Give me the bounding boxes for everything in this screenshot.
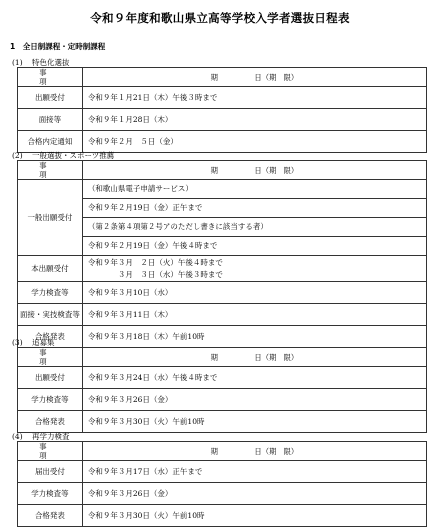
row-date: 令和９年２月19日（金）正午まで <box>82 199 426 218</box>
schedule-table-tokushoku <box>17 67 427 153</box>
row-item: 面接等 <box>18 109 83 131</box>
row-item: 面接・実技検査等 <box>18 304 83 326</box>
schedule-table-ippan <box>17 160 427 348</box>
main-heading: 1 全日制課程・定時制課程 <box>10 42 106 51</box>
column-header-item: 事 項 <box>18 348 83 367</box>
row-date: 令和９年３月30日（火）午前10時 <box>82 411 426 433</box>
section-title: 一般選抜・スポーツ推薦 <box>32 151 115 160</box>
row-item: 合格内定通知 <box>18 131 83 153</box>
table-row <box>18 180 427 199</box>
row-item: 出願受付 <box>18 367 83 389</box>
row-date: 令和９年３月 ２日（火）午後４時まで ３月 ３日（水）午後３時まで <box>82 256 426 282</box>
row-date: 令和９年３月26日（金） <box>82 483 426 505</box>
table-row <box>18 389 427 411</box>
table-row <box>18 326 427 348</box>
row-item: 合格発表 <box>18 505 83 527</box>
table-row <box>18 304 427 326</box>
schedule-table-tsuibo <box>17 347 427 433</box>
row-item: 合格発表 <box>18 326 83 348</box>
column-header-item: 事 項 <box>18 161 83 180</box>
row-date: 令和９年３月24日（水）午後４時まで <box>82 367 426 389</box>
row-date: 令和９年１月21日（木）午後３時まで <box>82 87 426 109</box>
section-title: 追募集 <box>32 338 55 347</box>
section-title: 再学力検査 <box>32 432 70 441</box>
table-row <box>18 367 427 389</box>
table-row <box>18 505 427 527</box>
row-date: 令和９年２月 ５日（金） <box>82 131 426 153</box>
row-date: 令和９年３月30日（火）午前10時 <box>82 505 426 527</box>
section-title: 特色化選抜 <box>32 58 70 67</box>
row-date: 令和９年３月18日（木）午前10時 <box>82 326 426 348</box>
column-header-date: 期 日（期 限） <box>82 68 426 87</box>
row-item: 一般出願受付 <box>18 180 83 256</box>
section-number: (1) <box>12 58 23 67</box>
row-item: 合格発表 <box>18 411 83 433</box>
table-row <box>18 282 427 304</box>
row-item: 学力検査等 <box>18 282 83 304</box>
row-date: （第２条第４項第２号アのただし書きに該当する者） <box>82 218 426 237</box>
row-date: 令和９年１月28日（木） <box>82 109 426 131</box>
table-row <box>18 461 427 483</box>
section-number: (3) <box>12 338 23 347</box>
column-header-date: 期 日（期 限） <box>82 348 426 367</box>
table-row <box>18 483 427 505</box>
table-row <box>18 109 427 131</box>
row-date: （和歌山県電子申請サービス） <box>82 180 426 199</box>
table-row <box>18 411 427 433</box>
row-date: 令和９年３月11日（木） <box>82 304 426 326</box>
row-item: 本出願受付 <box>18 256 83 282</box>
section-number: (2) <box>12 151 23 160</box>
column-header-item: 事 項 <box>18 68 83 87</box>
schedule-table-saigakuryoku <box>17 441 427 527</box>
row-date: 令和９年３月26日（金） <box>82 389 426 411</box>
row-date: 令和９年３月10日（水） <box>82 282 426 304</box>
row-item: 学力検査等 <box>18 389 83 411</box>
row-date: 令和９年３月17日（水）正午まで <box>82 461 426 483</box>
column-header-date: 期 日（期 限） <box>82 161 426 180</box>
row-item: 学力検査等 <box>18 483 83 505</box>
row-item: 出願受付 <box>18 87 83 109</box>
row-date: 令和９年２月19日（金）午後４時まで <box>82 237 426 256</box>
column-header-item: 事 項 <box>18 442 83 461</box>
row-item: 届出受付 <box>18 461 83 483</box>
table-row <box>18 256 427 282</box>
column-header-date: 期 日（期 限） <box>82 442 426 461</box>
table-row <box>18 87 427 109</box>
page-title: 令和９年度和歌山県立高等学校入学者選抜日程表 <box>90 11 350 25</box>
section-number: (4) <box>12 432 23 441</box>
